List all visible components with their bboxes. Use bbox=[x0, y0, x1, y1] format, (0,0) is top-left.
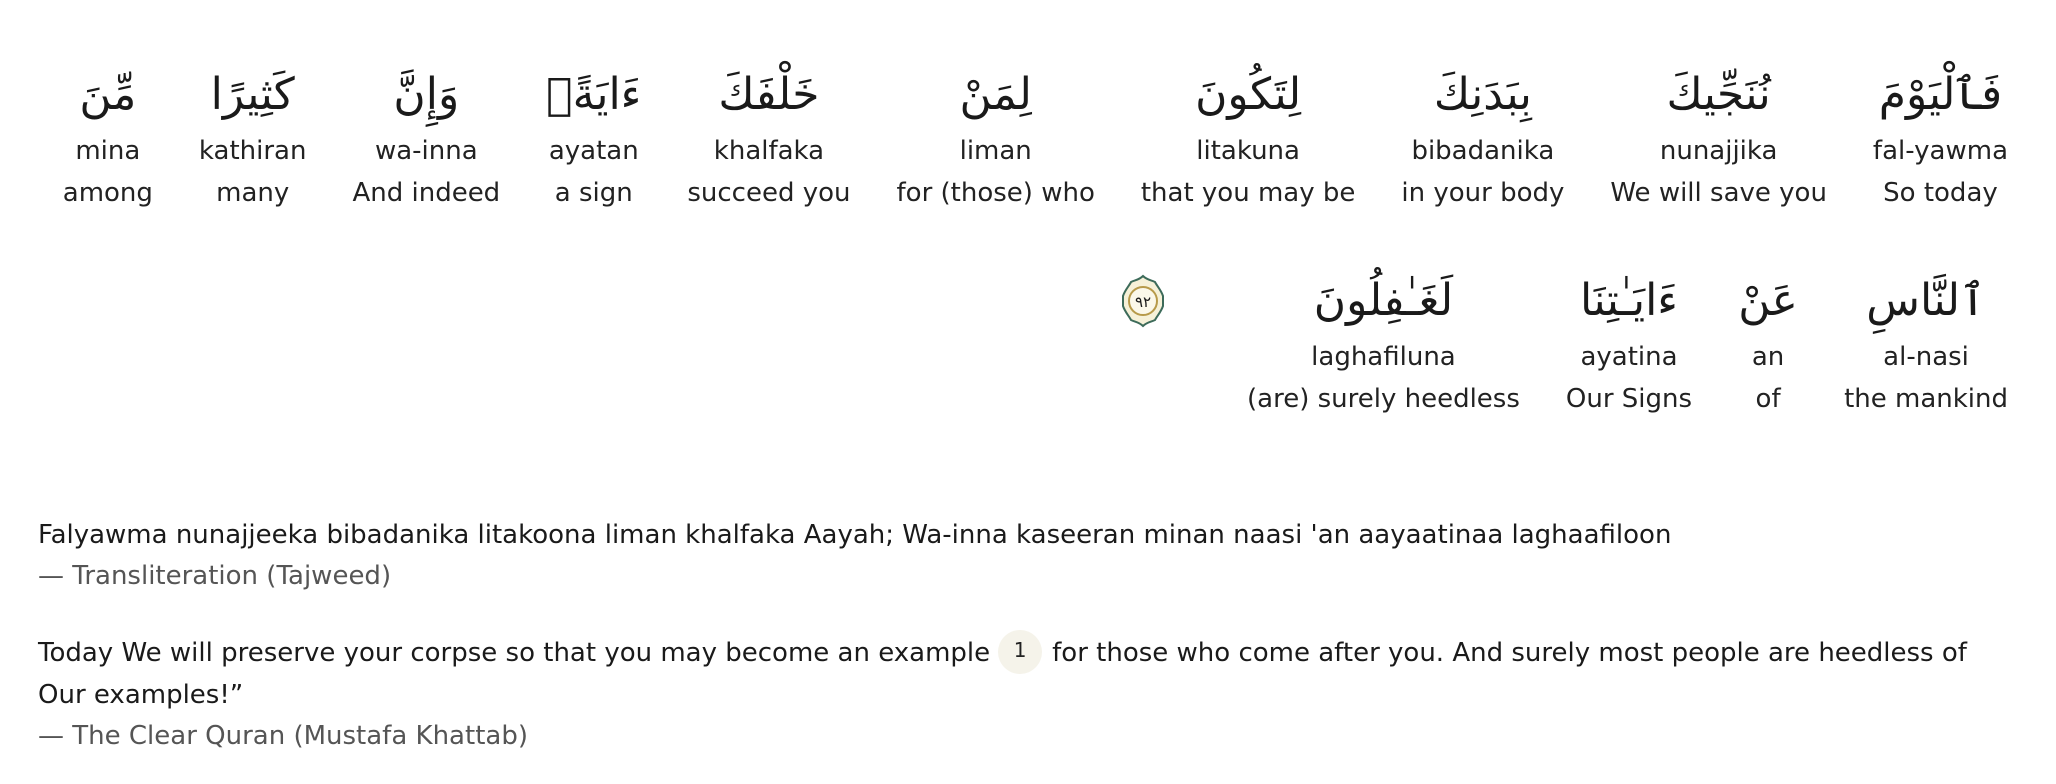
word-transliteration: liman bbox=[959, 136, 1032, 166]
word-arabic: مِّنَ bbox=[79, 69, 137, 120]
word-transliteration: an bbox=[1751, 342, 1785, 372]
word-9[interactable] bbox=[189, 60, 317, 214]
word-transliteration: ayatan bbox=[548, 136, 639, 166]
word-6[interactable] bbox=[677, 60, 860, 214]
word-14[interactable] bbox=[1237, 266, 1530, 420]
translation-source: — The Clear Quran (Mustafa Khattab) bbox=[38, 721, 528, 751]
word-translation: among bbox=[62, 178, 153, 208]
ayah-end-marker-icon-graphic bbox=[1121, 274, 1165, 328]
translation-section bbox=[38, 630, 1998, 756]
word-transliteration: mina bbox=[75, 136, 141, 166]
word-arabic: لِتَكُونَ bbox=[1195, 69, 1302, 120]
word-13[interactable] bbox=[1556, 266, 1702, 420]
word-1[interactable] bbox=[1863, 60, 2018, 214]
word-transliteration: wa-inna bbox=[374, 136, 478, 166]
word-7[interactable] bbox=[536, 60, 651, 214]
word-translation: many bbox=[216, 178, 290, 208]
word-2[interactable] bbox=[1600, 60, 1837, 214]
word-transliteration: khalfaka bbox=[713, 136, 825, 166]
translation-text-after: for those who come after you. And surely most people are heedless of Our examples!” bbox=[38, 638, 1967, 710]
word-arabic: نُنَجِّيكَ bbox=[1666, 69, 1771, 120]
translation-text bbox=[38, 630, 1998, 716]
word-transliteration: laghafiluna bbox=[1311, 342, 1456, 372]
word-translation: a sign bbox=[554, 178, 633, 208]
word-transliteration: bibadanika bbox=[1411, 136, 1555, 166]
word-transliteration: litakuna bbox=[1196, 136, 1300, 166]
word-arabic: ٱلنَّاسِ bbox=[1866, 275, 1986, 326]
word-transliteration: ayatina bbox=[1580, 342, 1678, 372]
word-12[interactable] bbox=[1728, 266, 1808, 420]
word-transliteration: fal-yawma bbox=[1872, 136, 2008, 166]
word-translation: And indeed bbox=[352, 178, 501, 208]
word-transliteration: nunajjika bbox=[1659, 136, 1778, 166]
word-translation: of bbox=[1755, 384, 1781, 414]
ayah-end-marker-icon[interactable] bbox=[1121, 266, 1165, 336]
word-arabic: لِمَنْ bbox=[959, 69, 1032, 120]
word-10[interactable] bbox=[53, 60, 163, 214]
transliteration-source: — Transliteration (Tajweed) bbox=[38, 561, 392, 591]
word-arabic: خَلْفَكَ bbox=[718, 69, 820, 120]
word-11[interactable] bbox=[1834, 266, 2018, 420]
word-arabic: فَٱلْيَوْمَ bbox=[1878, 69, 2003, 120]
word-4[interactable] bbox=[1131, 60, 1366, 214]
word-5[interactable] bbox=[887, 60, 1105, 214]
ayah-number: ٩٢ bbox=[1134, 293, 1152, 311]
transliteration-section bbox=[38, 514, 1998, 596]
transliteration-text: Falyawma nunajjeeka bibadanika litakoona liman khalfaka Aayah; Wa-inna kaseeran minan naasi 'an aayaatinaa laghaafiloon bbox=[38, 520, 1672, 550]
translation-text-before: Today We will preserve your corpse so that you may become an example bbox=[38, 638, 991, 668]
word-arabic: ءَايَةًۚ bbox=[546, 69, 642, 120]
word-transliteration: kathiran bbox=[198, 136, 307, 166]
word-arabic: وَإِنَّ bbox=[393, 69, 460, 120]
word-translation: succeed you bbox=[687, 178, 851, 208]
word-translation: We will save you bbox=[1610, 178, 1827, 208]
word-arabic: عَنْ bbox=[1738, 275, 1798, 326]
word-8[interactable] bbox=[342, 60, 510, 214]
word-transliteration: al-nasi bbox=[1883, 342, 1969, 372]
word-arabic: بِبَدَنِكَ bbox=[1433, 69, 1532, 120]
word-translation: So today bbox=[1883, 178, 1998, 208]
word-by-word-row-2 bbox=[1121, 266, 2018, 420]
footnote-badge[interactable]: 1 bbox=[998, 630, 1042, 674]
word-translation: in your body bbox=[1401, 178, 1565, 208]
word-arabic: ءَايَـٰتِنَا bbox=[1579, 275, 1678, 326]
word-arabic: لَغَـٰفِلُونَ bbox=[1313, 275, 1454, 326]
word-arabic: كَثِيرًا bbox=[210, 69, 295, 120]
word-3[interactable] bbox=[1391, 60, 1574, 214]
word-translation: the mankind bbox=[1844, 384, 2008, 414]
word-translation: that you may be bbox=[1140, 178, 1356, 208]
word-translation: Our Signs bbox=[1565, 384, 1693, 414]
word-by-word-row-1 bbox=[53, 60, 2018, 214]
word-translation: (are) surely heedless bbox=[1247, 384, 1520, 414]
word-translation: for (those) who bbox=[896, 178, 1095, 208]
